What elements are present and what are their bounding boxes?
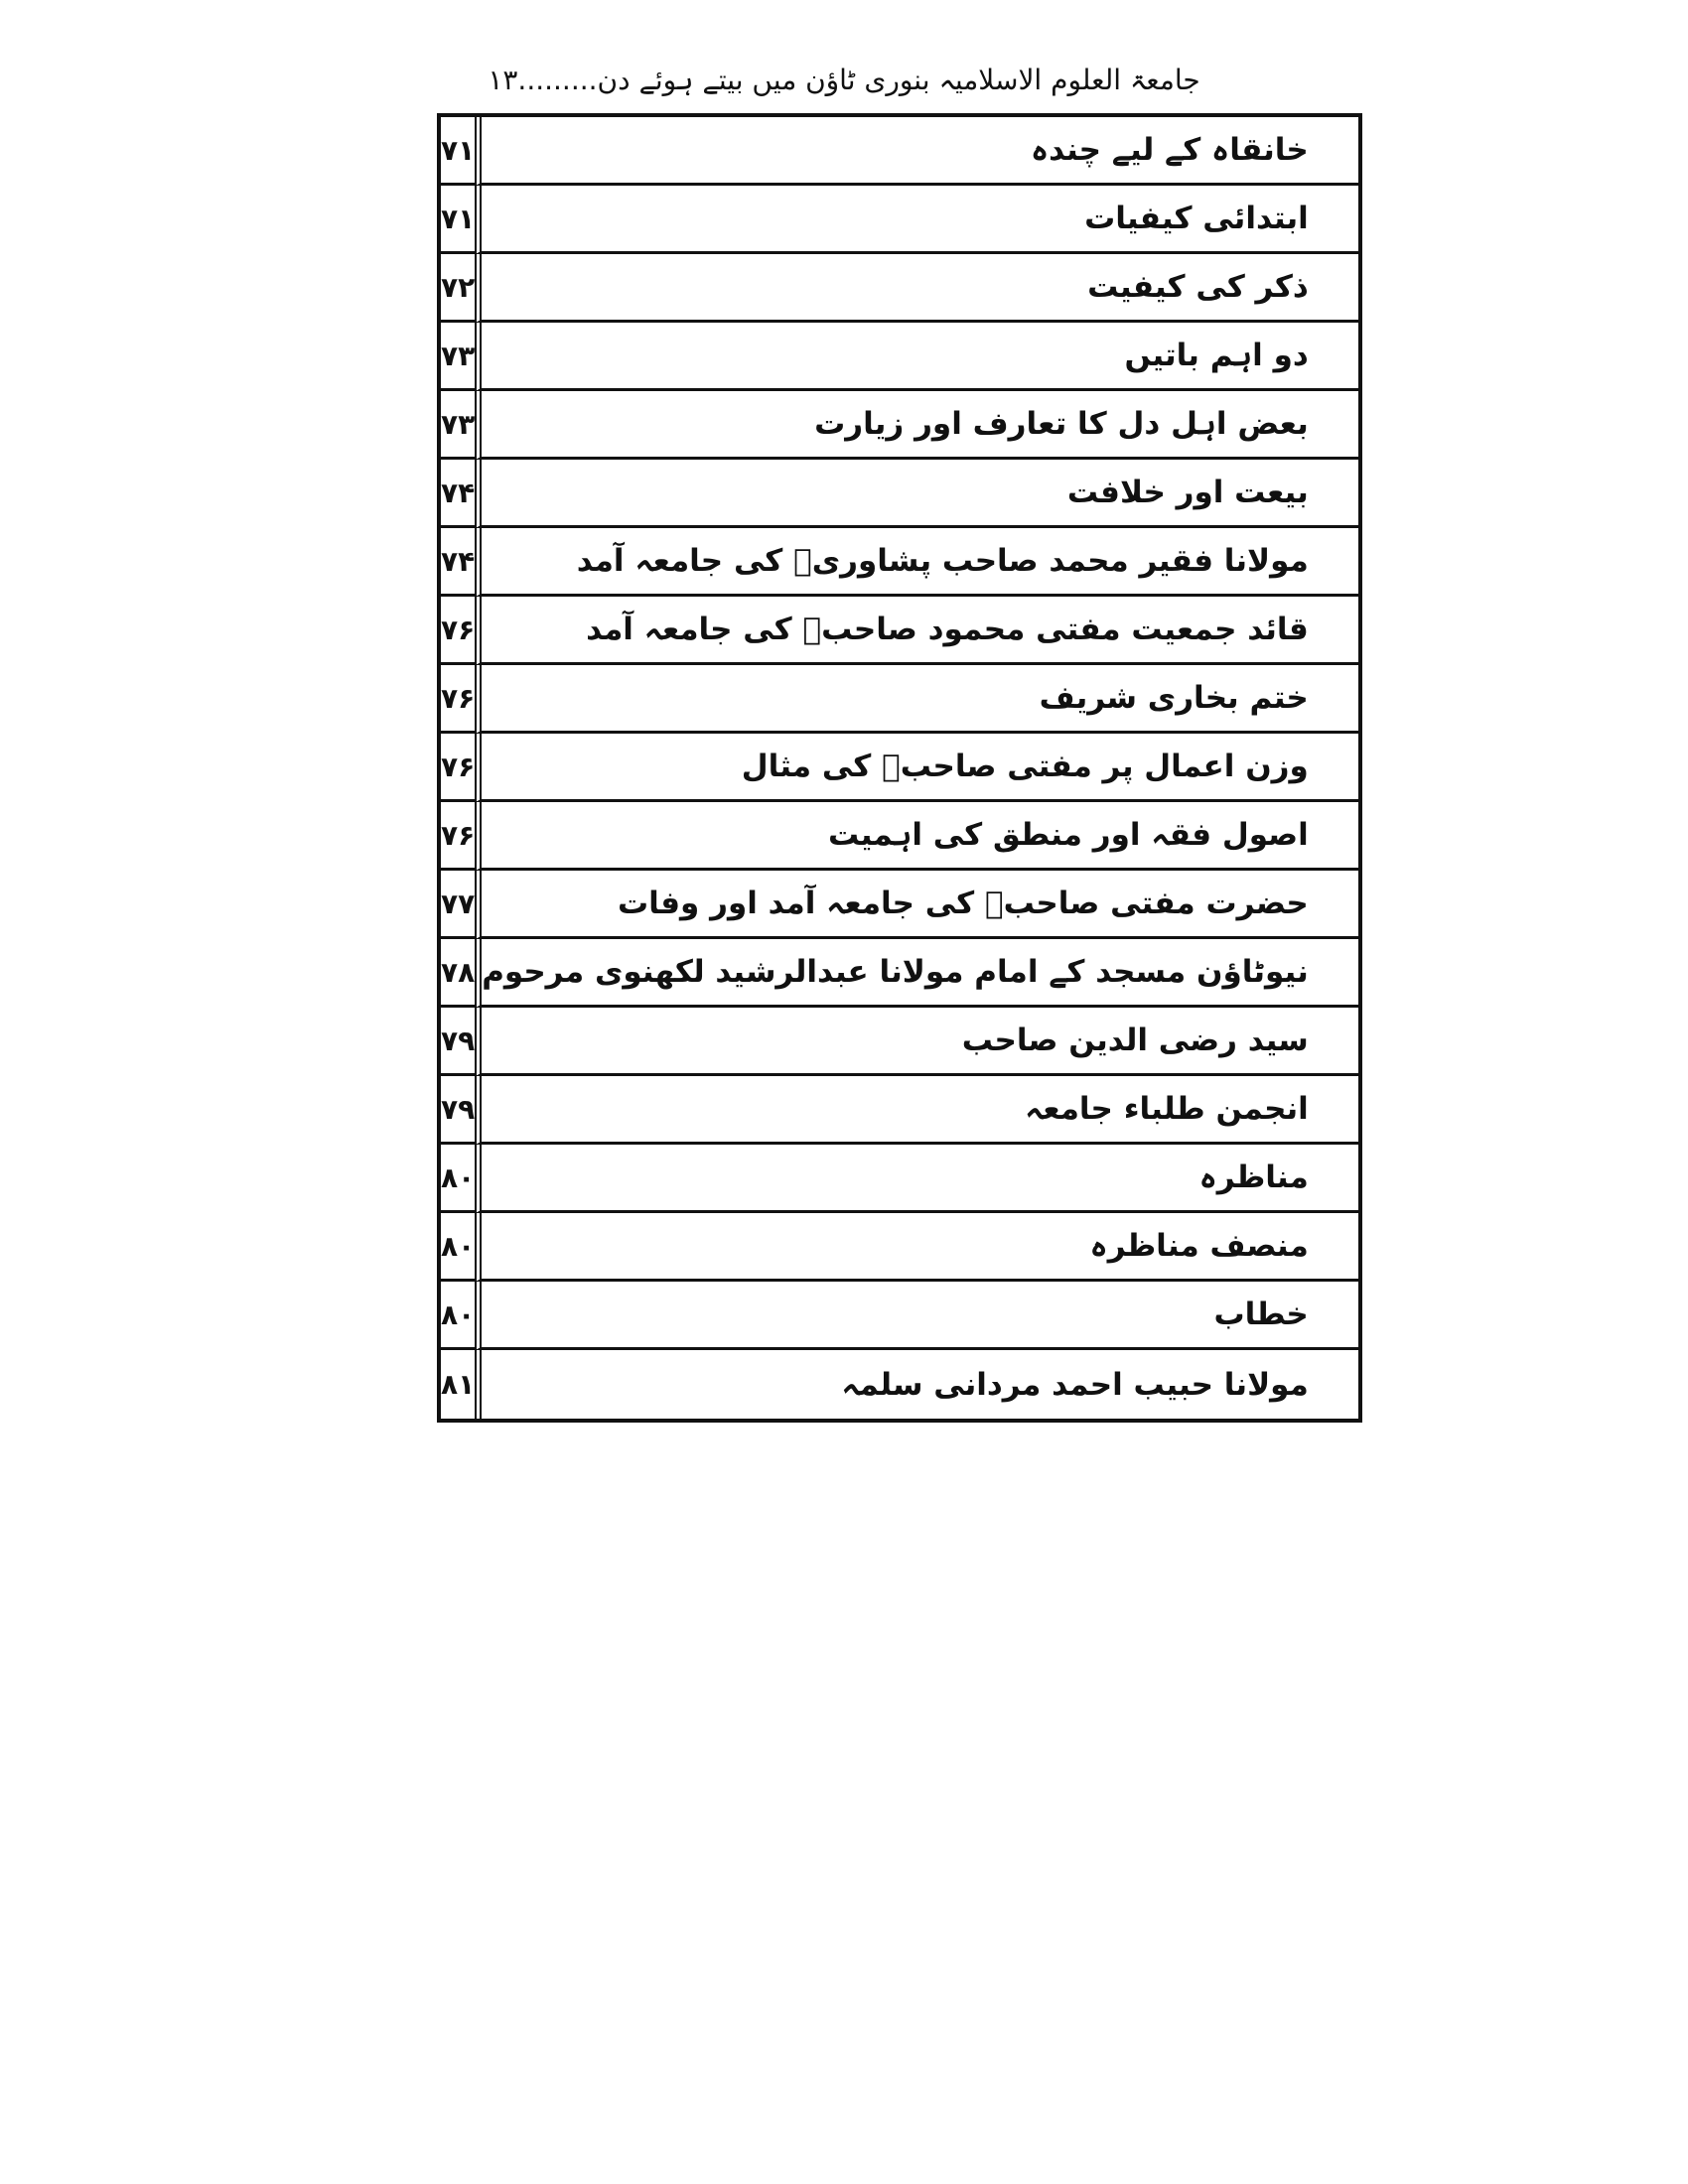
toc-entry-page: ۷۱ [441,186,475,254]
toc-entry-title: وزن اعمال پر مفتی صاحبؒ کی مثال [475,734,1358,802]
toc-entry-page: ۷۱ [441,117,475,186]
toc-entry-page: ۸۰ [441,1145,475,1213]
table-row [441,186,1358,254]
table-row [441,939,1358,1008]
table-row [441,528,1358,597]
toc-entry-page: ۷۶ [441,665,475,734]
toc-entry-page: ۷۴ [441,528,475,597]
toc-entry-title: قائد جمعیت مفتی محمود صاحبؒ کی جامعہ آمد [475,597,1358,665]
table-row [441,734,1358,802]
toc-entry-page: ۸۰ [441,1282,475,1350]
running-header: جامعۃ العلوم الاسلامیہ بنوری ٹاؤن میں بیتے ہوئے دن.........۱۳ [488,64,1200,96]
toc-entry-page: ۷۶ [441,597,475,665]
toc-entry-page: ۷۳ [441,323,475,391]
toc-entry-title: منصف مناظرہ [475,1213,1358,1282]
toc-entry-title: سید رضی الدین صاحب [475,1008,1358,1076]
table-row [441,391,1358,460]
table-row [441,665,1358,734]
toc-entry-page: ۸۰ [441,1213,475,1282]
table-row [441,871,1358,939]
toc-entry-page: ۷۴ [441,460,475,528]
table-row [441,1008,1358,1076]
toc-entry-title: انجمن طلباء جامعہ [475,1076,1358,1145]
toc-entry-title: خانقاہ کے لیے چندہ [475,117,1358,186]
toc-entry-title: نیوٹاؤن مسجد کے امام مولانا عبدالرشید لکھنوی مرحوم [475,939,1358,1008]
toc-entry-title: ختم بخاری شریف [475,665,1358,734]
table-row [441,597,1358,665]
table-row [441,802,1358,871]
table-row [441,1213,1358,1282]
table-row [441,1350,1358,1419]
toc-entry-title: مناظرہ [475,1145,1358,1213]
table-row [441,460,1358,528]
table-row [441,1076,1358,1145]
toc-entry-page: ۷۶ [441,802,475,871]
toc-entry-title: حضرت مفتی صاحبؒ کی جامعہ آمد اور وفات [475,871,1358,939]
toc-entry-title: اصول فقہ اور منطق کی اہمیت [475,802,1358,871]
toc-entry-page: ۸۱ [441,1368,476,1401]
toc-entry-title: ذکر کی کیفیت [475,254,1358,323]
toc-entry-page: ۷۶ [441,734,475,802]
toc-entry-title: خطاب [475,1282,1358,1350]
toc-entry-title: بیعت اور خلافت [475,460,1358,528]
toc-entry-page: ۷۳ [441,391,475,460]
table-row [441,1145,1358,1213]
table-row [441,323,1358,391]
toc-entry-title: مولانا حبیب احمد مردانی سلمہ [475,1350,1358,1419]
table-row [441,1282,1358,1350]
toc-entry-page: ۷۸ [441,939,475,1008]
table-row [441,117,1358,186]
table-of-contents [437,113,1362,1423]
toc-entry-page: ۷۹ [441,1076,475,1145]
toc-entry-page: ۷۹ [441,1008,475,1076]
toc-entry-title: دو اہم باتیں [475,323,1358,391]
table-row [441,254,1358,323]
toc-entry-title: مولانا فقیر محمد صاحب پشاوریؒ کی جامعہ آمد [475,528,1358,597]
toc-entry-title: ابتدائی کیفیات [475,186,1358,254]
toc-entry-page: ۷۷ [441,871,475,939]
toc-entry-page: ۷۲ [441,254,475,323]
toc-entry-title: بعض اہل دل کا تعارف اور زیارت [475,391,1358,460]
